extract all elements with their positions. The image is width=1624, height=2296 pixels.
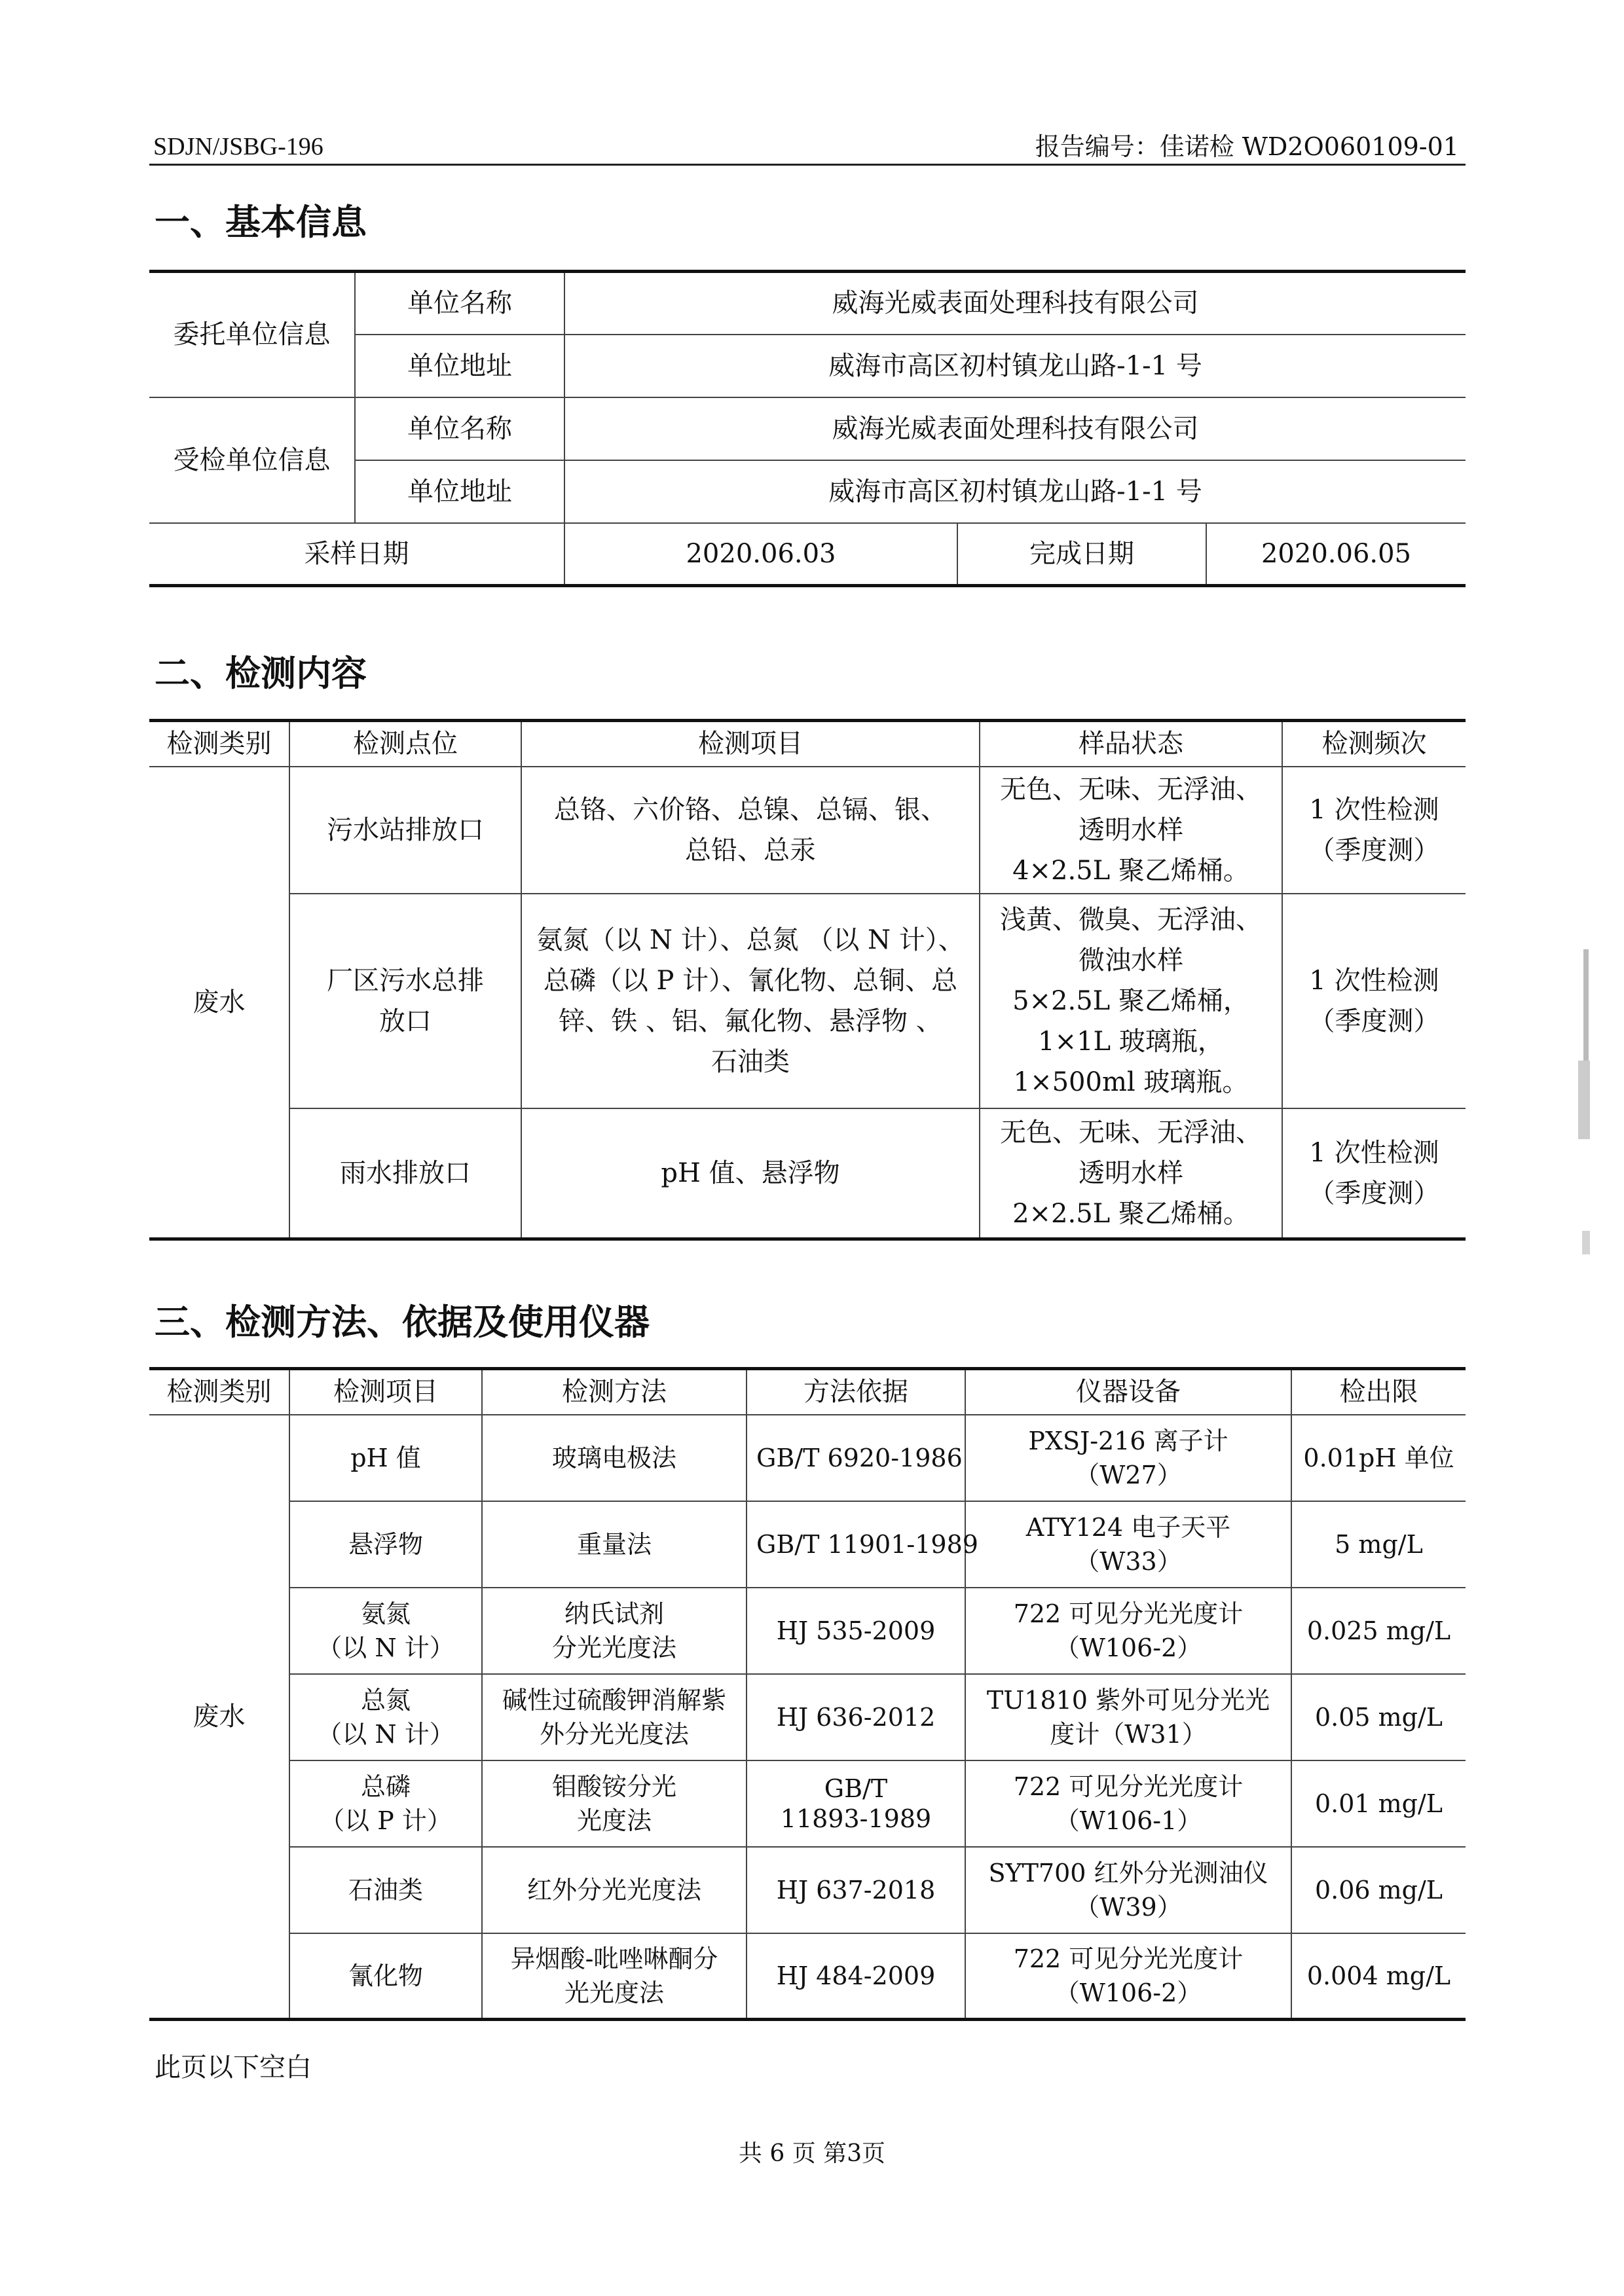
cell-line: 氨氮（以 N 计）、总氮 （以 N 计）、 (536, 924, 965, 955)
col-header: 检测类别 (149, 721, 289, 767)
col-header: 检测项目 (289, 1369, 482, 1415)
method-cell: 重量法 (576, 1529, 652, 1559)
method-cell: 异烟酸-吡唑啉酮分 (510, 1944, 718, 1973)
table-row (149, 1933, 1466, 2020)
limit-cell: 0.025 mg/L (1306, 1616, 1451, 1645)
table-row (149, 1847, 1466, 1933)
col-header: 方法依据 (747, 1369, 965, 1415)
blank-page-note: 此页以下空白 (155, 2052, 312, 2083)
instrument-cell: TU1810 紫外可见分光光 (986, 1685, 1270, 1715)
entrust-name-label: 单位名称 (355, 272, 564, 335)
item-cell: 总氮 (360, 1685, 411, 1715)
cell-line: 2×2.5L 聚乙烯桶。 (1012, 1198, 1249, 1229)
cell-line: 微浊水样 (1079, 945, 1183, 975)
point-cell (289, 894, 521, 1108)
basis-cell: HJ 636-2012 (776, 1702, 936, 1732)
limit-cell: 0.05 mg/L (1314, 1702, 1443, 1732)
point-cell (289, 1108, 521, 1239)
category-cell: 废水 (149, 767, 289, 1239)
cell-line: 锌、铁 、铝、氟化物、悬浮物 、 (559, 1006, 942, 1036)
method-cell: 分光光度法 (551, 1633, 676, 1662)
cell-line: 透明水样 (1079, 1157, 1183, 1188)
cell-line: 1×500ml 玻璃瓶。 (1013, 1066, 1249, 1097)
cell-line: 透明水样 (1079, 814, 1183, 845)
item-cell: （以 N 计） (317, 1633, 454, 1662)
instrument-cell: （W106-2） (1054, 1978, 1202, 2007)
basis-cell: GB/T (824, 1774, 888, 1803)
scan-artifact (1582, 1231, 1590, 1254)
method-cell: 玻璃电极法 (551, 1443, 676, 1472)
limit-cell: 0.01pH 单位 (1303, 1443, 1454, 1472)
limit-cell: 5 mg/L (1335, 1529, 1423, 1559)
section2-title: 二、检测内容 (155, 653, 367, 694)
freq-cell (1282, 894, 1466, 1108)
cell-line: 1 次性检测 (1309, 965, 1439, 996)
basis-cell: 11893-1989 (780, 1804, 932, 1833)
point-cell (289, 767, 521, 894)
table-row (149, 894, 1466, 1108)
method-table (149, 1367, 1466, 2021)
col-header: 检测方法 (482, 1369, 747, 1415)
items-cell (521, 1108, 980, 1239)
cell-line: 总磷（以 P 计）、氰化物、总铜、总 (543, 965, 958, 996)
method-cell: 光光度法 (564, 1978, 664, 2007)
entrust-address-value: 威海市高区初村镇龙山路-1-1 号 (564, 335, 1466, 397)
sampling-date-label: 采样日期 (149, 523, 564, 586)
item-cell: （以 P 计） (320, 1806, 452, 1835)
instrument-cell: ATY124 电子天平 (1025, 1512, 1231, 1542)
cell-line: 无色、无味、无浮油、 (1000, 774, 1262, 805)
item-cell: （以 N 计） (317, 1719, 454, 1749)
cell-line: 总铬、六价铬、总镍、总镉、银、 (554, 794, 947, 825)
state-cell (980, 767, 1282, 894)
cell-line: 污水站排放口 (327, 814, 484, 845)
item-cell: 石油类 (348, 1875, 423, 1904)
instrument-cell: （W106-1） (1054, 1806, 1202, 1835)
limit-cell: 0.06 mg/L (1314, 1875, 1443, 1904)
basis-cell: HJ 484-2009 (776, 1961, 936, 1990)
table-row (149, 767, 1466, 894)
cell-line: 5×2.5L 聚乙烯桶， (1012, 985, 1249, 1016)
cell-line: （季度测） (1308, 1178, 1440, 1209)
section1-title: 一、基本信息 (155, 202, 367, 243)
col-header: 仪器设备 (965, 1369, 1291, 1415)
instrument-cell: PXSJ-216 离子计 (1028, 1426, 1228, 1455)
cell-line: 雨水排放口 (340, 1157, 471, 1188)
table-row (149, 1501, 1466, 1588)
cell-line: 放口 (379, 1006, 432, 1036)
col-header: 检测类别 (149, 1369, 289, 1415)
freq-cell (1282, 767, 1466, 894)
basis-cell: GB/T 11901-1989 (756, 1529, 978, 1559)
scan-artifact (1578, 1061, 1590, 1139)
cell-line: 浅黄、微臭、无浮油、 (1000, 904, 1262, 935)
table-row (149, 1108, 1466, 1239)
inspected-name-value: 威海光威表面处理科技有限公司 (564, 397, 1466, 460)
sampling-date-value: 2020.06.03 (564, 523, 957, 586)
item-cell: pH 值 (350, 1443, 421, 1472)
basis-cell: HJ 535-2009 (776, 1616, 936, 1645)
entrust-name-value: 威海光威表面处理科技有限公司 (564, 272, 1466, 335)
cell-line: （季度测） (1308, 835, 1440, 866)
report-number: 报告编号：佳诺检 WD2O060109-01 (1035, 132, 1459, 161)
doc-code: SDJN/JSBG-196 (153, 133, 323, 160)
instrument-cell: 722 可见分光光度计 (1013, 1599, 1244, 1628)
scan-artifact (1583, 949, 1589, 1067)
cell-line: 1 次性检测 (1309, 794, 1439, 825)
method-cell: 光度法 (576, 1806, 652, 1835)
basic-info-table (149, 270, 1466, 587)
instrument-cell: （W106-2） (1054, 1633, 1202, 1662)
table-row (149, 1760, 1466, 1847)
table-row (149, 1588, 1466, 1674)
item-cell: 总磷 (360, 1772, 411, 1801)
inspected-address-value: 威海市高区初村镇龙山路-1-1 号 (564, 460, 1466, 523)
page-header (149, 130, 1466, 166)
test-content-table (149, 719, 1466, 1241)
col-header: 检测项目 (521, 721, 980, 767)
instrument-cell: 度计（W31） (1050, 1719, 1207, 1749)
basis-cell: GB/T 6920-1986 (756, 1443, 963, 1472)
table-row (149, 1674, 1466, 1760)
limit-cell: 0.004 mg/L (1306, 1961, 1451, 1990)
inspected-unit-label: 受检单位信息 (149, 397, 355, 523)
item-cell: 悬浮物 (348, 1529, 423, 1559)
cell-line: 总铅、总汞 (685, 835, 816, 866)
state-cell (980, 894, 1282, 1108)
cell-line: 4×2.5L 聚乙烯桶。 (1012, 855, 1249, 886)
cell-line: 无色、无味、无浮油、 (1000, 1117, 1262, 1148)
cell-line: 石油类 (711, 1046, 790, 1077)
method-cell: 碱性过硫酸钾消解紫 (502, 1685, 726, 1715)
method-cell: 纳氏试剂 (564, 1599, 664, 1628)
method-cell: 钼酸铵分光 (551, 1772, 676, 1801)
limit-cell: 0.01 mg/L (1314, 1789, 1443, 1818)
instrument-cell: 722 可见分光光度计 (1013, 1944, 1244, 1973)
cell-line: pH 值、悬浮物 (661, 1157, 840, 1188)
item-cell: 氰化物 (348, 1961, 423, 1990)
entrust-unit-label: 委托单位信息 (149, 272, 355, 397)
cell-line: 厂区污水总排 (327, 965, 484, 996)
instrument-cell: SYT700 红外分光测油仪 (988, 1858, 1268, 1887)
category-cell: 废水 (149, 1415, 289, 2020)
col-header: 检测点位 (289, 721, 521, 767)
section3-title: 三、检测方法、依据及使用仪器 (155, 1302, 650, 1343)
entrust-address-label: 单位地址 (355, 335, 564, 397)
instrument-cell: （W27） (1075, 1460, 1182, 1489)
cell-line: 1 次性检测 (1309, 1137, 1439, 1168)
completion-date-value: 2020.06.05 (1206, 523, 1466, 586)
cell-line: （季度测） (1308, 1006, 1440, 1036)
col-header: 样品状态 (980, 721, 1282, 767)
method-cell: 外分光光度法 (539, 1719, 689, 1749)
items-cell (521, 767, 980, 894)
cell-line: 1×1L 玻璃瓶， (1038, 1026, 1224, 1057)
col-header: 检测频次 (1282, 721, 1466, 767)
freq-cell (1282, 1108, 1466, 1239)
items-cell (521, 894, 980, 1108)
basis-cell: HJ 637-2018 (776, 1875, 936, 1904)
inspected-name-label: 单位名称 (355, 397, 564, 460)
instrument-cell: 722 可见分光光度计 (1013, 1772, 1244, 1801)
inspected-address-label: 单位地址 (355, 460, 564, 523)
col-header: 检出限 (1291, 1369, 1466, 1415)
instrument-cell: （W33） (1075, 1546, 1182, 1576)
page-footer: 共 6 页 第3页 (738, 2140, 886, 2167)
method-cell: 红外分光光度法 (526, 1875, 701, 1904)
item-cell: 氨氮 (360, 1599, 411, 1628)
instrument-cell: （W39） (1075, 1892, 1182, 1922)
completion-date-label: 完成日期 (957, 523, 1206, 586)
table-row (149, 1415, 1466, 1501)
state-cell (980, 1108, 1282, 1239)
